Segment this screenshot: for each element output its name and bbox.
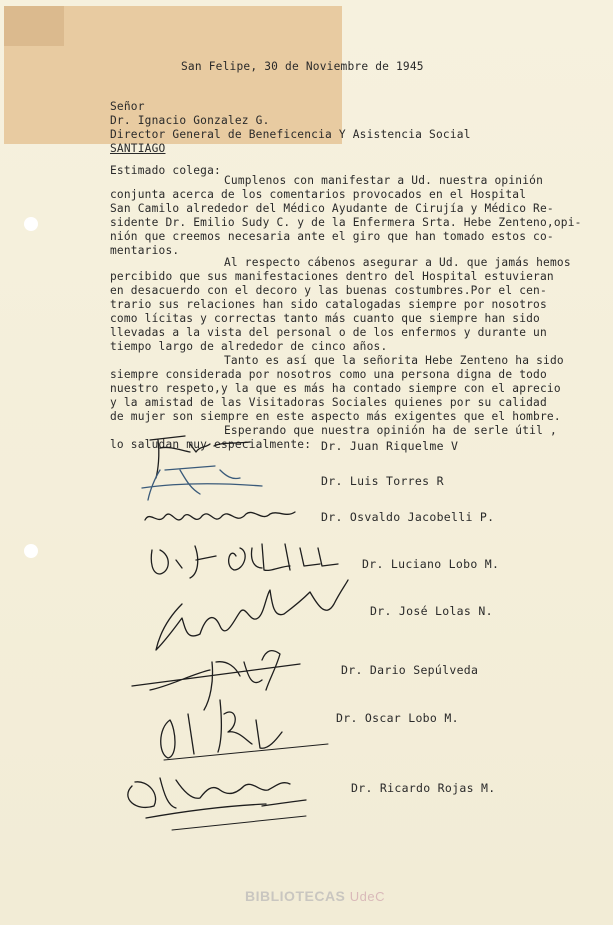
recipient-city: SANTIAGO xyxy=(110,142,166,155)
signatory-name: Dr. Osvaldo Jacobelli P. xyxy=(321,510,495,524)
body-line: siempre considerada por nosotros como una persona digna de todo xyxy=(110,368,547,381)
signatory-name: Dr. Ricardo Rojas M. xyxy=(351,781,496,795)
body-line: conjunta acerca de los comentarios provocados en el Hospital xyxy=(110,188,527,201)
signatory-name: Dr. José Lolas N. xyxy=(370,604,493,618)
recipient-position: Director General de Beneficencia Y Asistencia Social xyxy=(110,128,471,141)
signature-8 xyxy=(128,778,306,818)
body-line: de mujer son siempre en este aspecto más exigentes que el hombre. xyxy=(110,410,561,423)
body-line: Cumplenos con manifestar a Ud. nuestra opinión xyxy=(224,174,544,187)
signature-2 xyxy=(142,466,262,500)
signature-4 xyxy=(151,544,338,578)
body-line: San Camilo alrededor del Médico Ayudante de Cirujía y Médico Re- xyxy=(110,202,554,215)
body-line: como lícitas y correctas tanto más cuanto que siempre han sido xyxy=(110,312,540,325)
body-line: Esperando que nuestra opinión ha de serle útil , xyxy=(224,424,557,437)
recipient-name: Dr. Ignacio Gonzalez G. xyxy=(110,114,270,127)
body-line: mentarios. xyxy=(110,244,180,257)
signature-1 xyxy=(150,436,250,478)
body-line: Tanto es así que la señorita Hebe Zenteno ha sido xyxy=(224,354,564,367)
signatory-name: Dr. Luciano Lobo M. xyxy=(362,557,500,571)
body-line: llevadas a la vista del personal o de los enfermos y durante un xyxy=(110,326,547,339)
body-line: trario sus relaciones han sido catalogadas siempre por nosotros xyxy=(110,298,547,311)
body-line: nión que creemos necesaria ante el giro que han tomado estos co- xyxy=(110,230,554,243)
body-line: y la amistad de las Visitadoras Sociales quienes por su calidad xyxy=(110,396,547,409)
signatory-name: Dr. Oscar Lobo M. xyxy=(336,711,459,725)
body-line: sidente Dr. Emilio Sudy C. y de la Enfermera Srta. Hebe Zenteno,opi- xyxy=(110,216,582,229)
date-line: San Felipe, 30 de Noviembre de 1945 xyxy=(181,60,424,73)
signatory-name: Dr. Dario Sepúlveda xyxy=(341,663,479,677)
signature-3 xyxy=(145,512,295,520)
body-line: nuestro respeto,y la que es más ha contado siempre con el aprecio xyxy=(110,382,561,395)
signature-7 xyxy=(161,700,282,758)
signature-line xyxy=(164,744,328,830)
watermark xyxy=(245,888,385,904)
signature-5 xyxy=(156,580,348,650)
greeting: Estimado colega: xyxy=(110,164,221,177)
watermark-main: BIBLIOTECAS xyxy=(245,888,346,904)
body-line: lo saludan muy especialmente: xyxy=(110,438,312,451)
body-line: en desacuerdo con el decoro y las buenas costumbres.Por el cen- xyxy=(110,284,547,297)
watermark-suffix: UdeC xyxy=(349,889,386,904)
salutation-title: Señor xyxy=(110,100,145,113)
body-line: Al respecto cábenos asegurar a Ud. que jamás hemos xyxy=(224,256,571,269)
signature-6 xyxy=(132,651,300,710)
signatory-name: Dr. Juan Riquelme V xyxy=(321,439,459,453)
body-line: tiempo largo de alrededor de cinco años. xyxy=(110,340,388,353)
body-line: percibido que sus manifestaciones dentro del Hospital estuvieran xyxy=(110,270,554,283)
signatory-name: Dr. Luis Torres R xyxy=(321,474,444,488)
